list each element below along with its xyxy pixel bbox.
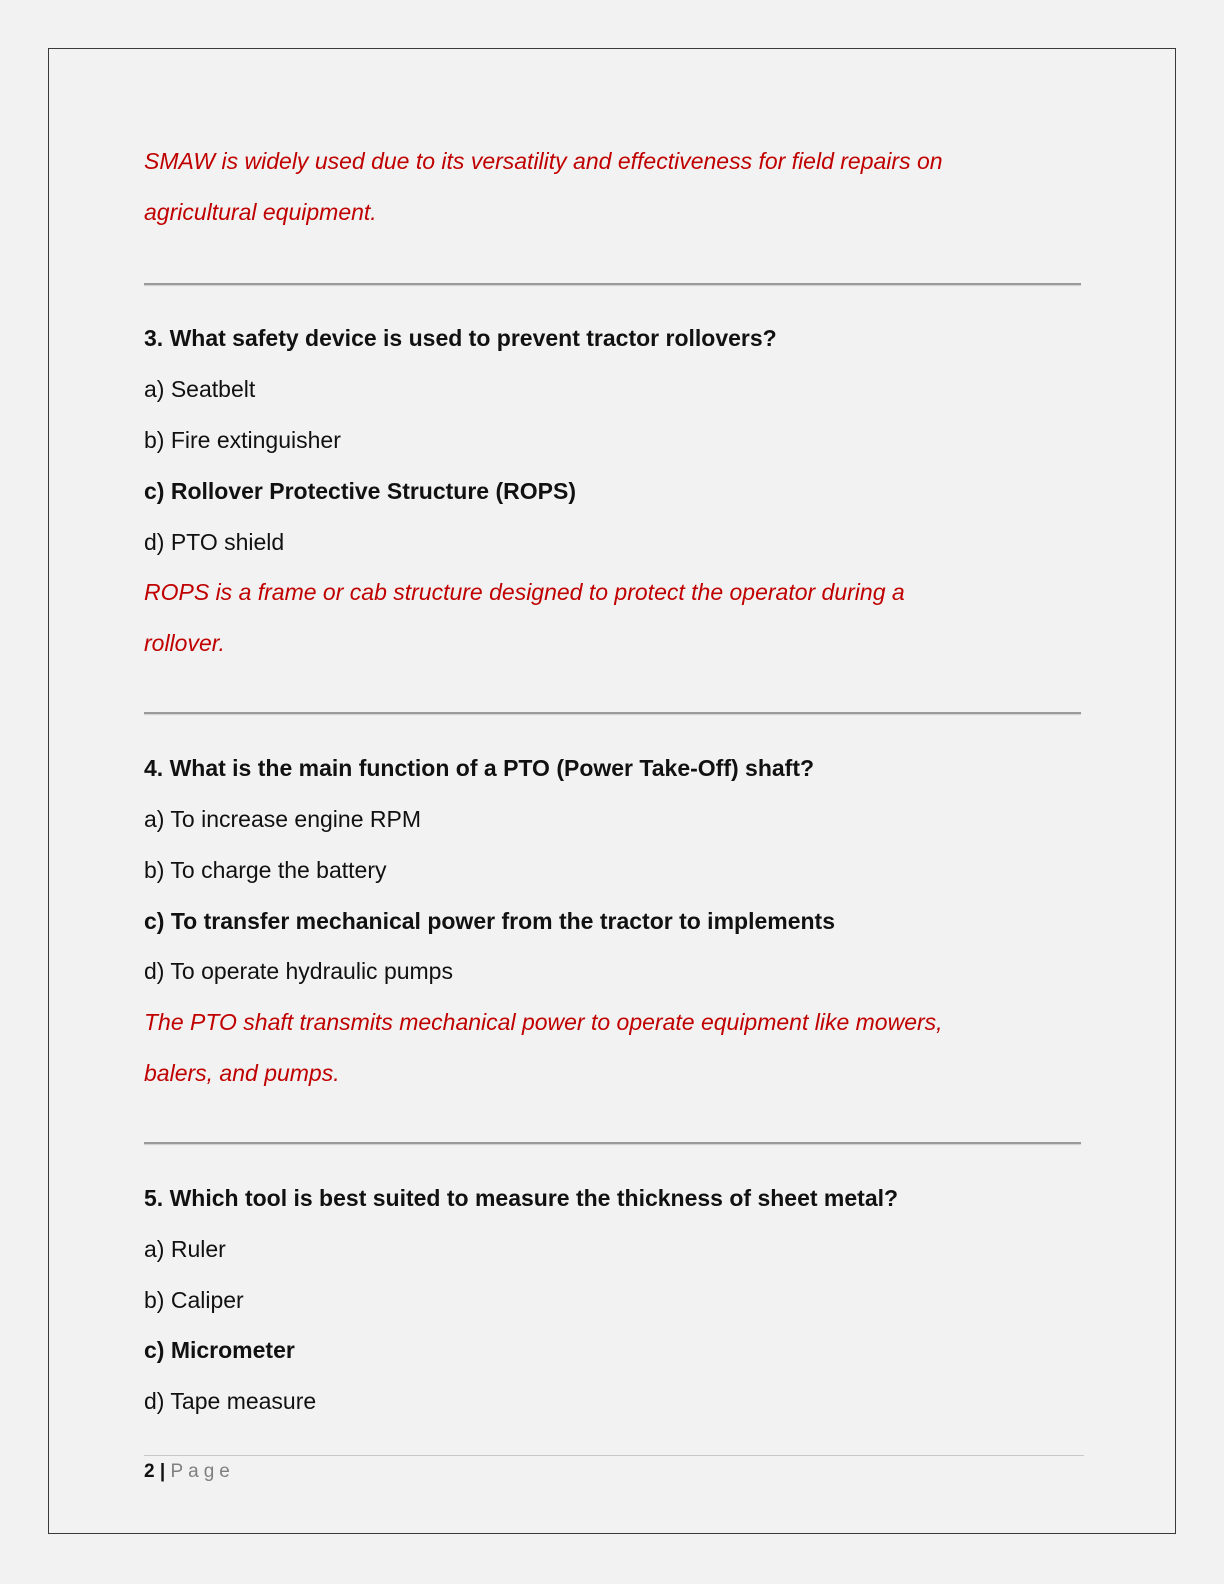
q4-option-c-correct: c) To transfer mechanical power from the tractor to implements xyxy=(144,908,835,934)
q5-option-a: a) Ruler xyxy=(144,1236,226,1262)
separator-rule xyxy=(144,283,1081,285)
footer-rule xyxy=(144,1455,1084,1456)
q4-question: 4. What is the main function of a PTO (Power Take-Off) shaft? xyxy=(144,755,815,781)
q3-option-a: a) Seatbelt xyxy=(144,376,256,402)
q2-explanation-line1: SMAW is widely used due to its versatility and effectiveness for field repairs on xyxy=(144,148,943,174)
q4-option-d: d) To operate hydraulic pumps xyxy=(144,958,453,984)
q5-option-b: b) Caliper xyxy=(144,1287,244,1313)
page-label: Page xyxy=(170,1461,235,1482)
q5-option-c-correct: c) Micrometer xyxy=(144,1337,295,1363)
footer-separator: | xyxy=(159,1461,166,1482)
q4-option-b: b) To charge the battery xyxy=(144,857,387,883)
q2-explanation-line2: agricultural equipment. xyxy=(144,199,377,225)
q3-question: 3. What safety device is used to prevent tractor rollovers? xyxy=(144,325,777,351)
q5-option-d: d) Tape measure xyxy=(144,1388,317,1414)
q4-option-a: a) To increase engine RPM xyxy=(144,806,421,832)
q3-option-b: b) Fire extinguisher xyxy=(144,427,341,453)
q4-explanation-line2: balers, and pumps. xyxy=(144,1060,340,1086)
separator-rule xyxy=(144,1142,1081,1144)
q3-option-d: d) PTO shield xyxy=(144,529,285,555)
q5-question: 5. Which tool is best suited to measure the thickness of sheet metal? xyxy=(144,1185,899,1211)
separator-rule xyxy=(144,712,1081,714)
q3-explanation-line2: rollover. xyxy=(144,630,225,656)
q4-explanation-line1: The PTO shaft transmits mechanical power to operate equipment like mowers, xyxy=(144,1009,943,1035)
page-footer xyxy=(144,1461,235,1483)
q3-explanation-line1: ROPS is a frame or cab structure designed to protect the operator during a xyxy=(144,579,905,605)
page-number: 2 xyxy=(144,1461,155,1482)
q3-option-c-correct: c) Rollover Protective Structure (ROPS) xyxy=(144,478,576,504)
